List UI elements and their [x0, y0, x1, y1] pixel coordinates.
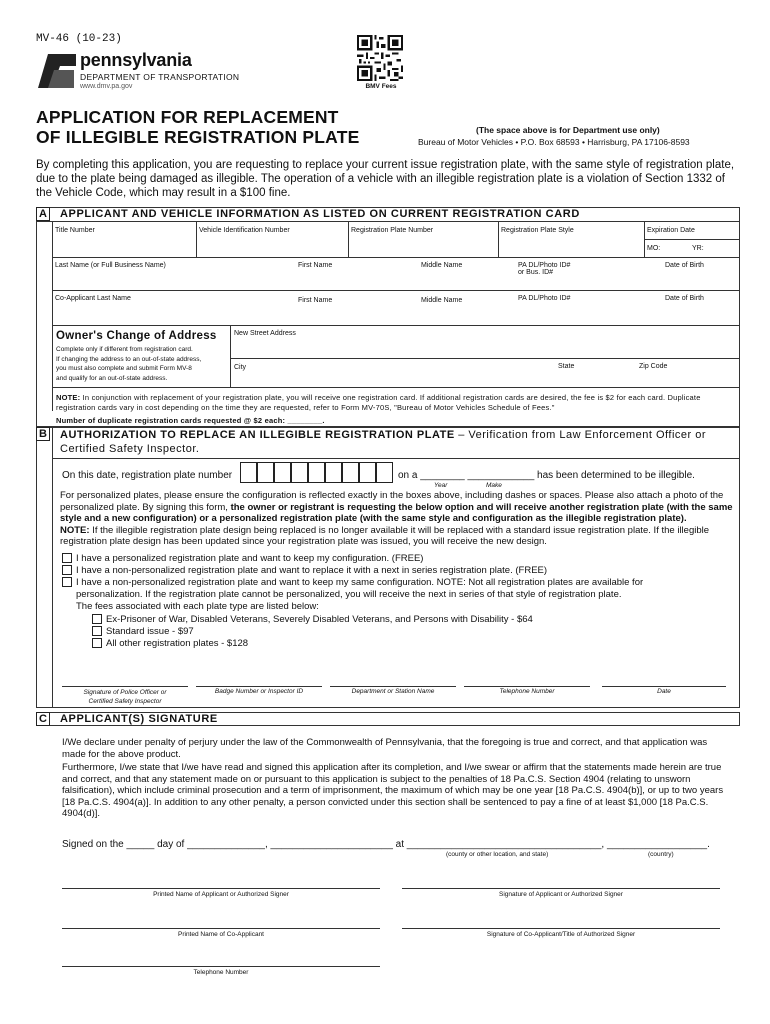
badge-label: Badge Number or Inspector ID [214, 688, 304, 695]
fee-2-checkbox[interactable] [92, 626, 102, 636]
form-number: MV-46 (10-23) [36, 33, 122, 45]
co-first-name-field[interactable]: First Name [298, 297, 333, 304]
qr-label: BMV Fees [365, 83, 397, 90]
section-b-heading: AUTHORIZATION TO REPLACE AN ILLEGIBLE REGISTRATION PLATE – Verification from Law Enforcement Officer or Certified Safety Inspector. [60, 429, 707, 455]
perjury-declaration: I/We declare under penalty of perjury under the law of the Commonwealth of Pennsylvania, that the foregoing is true and correct, and that application was made for the above product. [62, 737, 708, 760]
telephone-label: Telephone Number [499, 688, 555, 695]
zip-field[interactable]: Zip Code [639, 363, 668, 370]
applicant-telephone-line[interactable] [62, 966, 380, 967]
intro-paragraph: By completing this application, you are requesting to replace your current issue registration plate, with the same style of registration plate, due to the plate being damaged as illegible. The operation of a vehicle with an illegible registration plate is a violation of Section 1332 of the Vehicle Code, which may result in a $100 fine. [36, 159, 735, 199]
fee-1-label: Ex-Prisoner of War, Disabled Veterans, Severely Disabled Veterans, and Persons with Disability - $64 [106, 614, 533, 625]
officer-signature-label: Signature of Police Officer or Certified Safety Inspector [83, 689, 167, 705]
fee-1-checkbox[interactable] [92, 614, 102, 624]
co-applicant-last-name-field[interactable]: Co-Applicant Last Name [55, 295, 131, 302]
duplicate-cards-count[interactable]: Number of duplicate registration cards requested @ $2 each: ________. [56, 416, 325, 425]
qr-code-icon[interactable] [357, 35, 403, 81]
signed-on-line[interactable]: Signed on the _____ day of ______________, ______________________ at ___________________________________, __________________. [62, 839, 710, 850]
new-street-field[interactable]: New Street Address [234, 330, 296, 337]
registration-card-note: NOTE: In conjunction with replacement of your registration plate, you will receive one registration card. If additional registration cards are desired, the fee is $2 for each card. Duplicate registration cards vary in cost depending on the time they are requested, refer to Form MV-70S, "Bureau of Motor Vehicles Schedule of Fees." [56, 393, 701, 412]
section-a-heading: APPLICANT AND VEHICLE INFORMATION AS LISTED ON CURRENT REGISTRATION CARD [60, 208, 580, 220]
plate-style-field[interactable]: Registration Plate Style [501, 227, 574, 234]
option-3-label: I have a non-personalized registration plate and want to keep my same configuration. NOTE: Not all registration plates are available for personalization. If the registration plate cannot be personalized, you will receive the next in series of that style of registration plate. [76, 577, 644, 600]
date-line[interactable] [602, 686, 726, 687]
department-address: Bureau of Motor Vehicles • P.O. Box 68593 • Harrisburg, PA 17106-8593 [418, 137, 690, 147]
fees-intro: The fees associated with each plate type are listed below: [76, 601, 319, 612]
fee-3-label: All other registration plates - $128 [106, 638, 249, 649]
year-label: Year [434, 482, 448, 489]
plate-number-field[interactable]: Registration Plate Number [351, 227, 434, 234]
section-c-heading: APPLICANT(S) SIGNATURE [60, 713, 218, 725]
dob-field[interactable]: Date of Birth [665, 262, 704, 269]
option-1-checkbox[interactable] [62, 553, 72, 563]
section-a-letter: A [36, 207, 50, 221]
make-label: Make [486, 482, 502, 489]
pa-keystone-logo-icon [36, 50, 76, 90]
vin-field[interactable]: Vehicle Identification Number [199, 227, 290, 234]
expiration-date-label: Expiration Date [647, 227, 695, 234]
option-2-checkbox[interactable] [62, 565, 72, 575]
option-2-label: I have a non-personalized registration plate and want to replace it with a next in series registration plate. (FREE) [76, 565, 548, 576]
last-name-field[interactable]: Last Name (or Full Business Name) [55, 262, 166, 269]
personalized-plate-paragraph: For personalized plates, please ensure the configuration is reflected exactly in the boxes above, including dashes or spaces. Please also attach a photo of the personalized plate. By signing this form, the owner or registrant is requesting the below option and will receive another registration plate (with the same style and a new configuration) or a personalized registration plate (with the same style and configuration as the illegible registration plate). NOTE: If the illegible registration plate design being replaced is no longer available it will be replaced with a standard issue registration plate. If the illegible registration plate design has been updated since your registration plate was issued, you will receive the new design. [60, 490, 733, 547]
city-field[interactable]: City [234, 364, 247, 371]
owner-change-note: Complete only if different from registration card. If changing the address to an out-of-state address, you must also complete and submit Form MV-8 and qualify for an out-of-state address. [56, 346, 202, 382]
page-title: APPLICATION FOR REPLACEMENT OF ILLEGIBLE REGISTRATION PLATE [36, 107, 360, 147]
applicant-telephone-label: Telephone Number [193, 969, 249, 976]
co-middle-name-field[interactable]: Middle Name [421, 297, 463, 304]
station-label: Department or Station Name [351, 688, 435, 695]
fee-3-checkbox[interactable] [92, 638, 102, 648]
officer-signature-line[interactable] [62, 686, 188, 687]
option-1-label: I have a personalized registration plate and want to keep my configuration. (FREE) [76, 553, 424, 564]
printed-name-applicant-line[interactable] [62, 888, 380, 889]
option-3-checkbox[interactable] [62, 577, 72, 587]
plate-date-statement: On this date, registration plate number [62, 470, 233, 481]
signature-co-applicant-line[interactable] [402, 928, 720, 929]
county-label: (county or other location, and state) [446, 851, 549, 858]
department-use-note: (The space above is for Department use only) [476, 125, 660, 135]
co-dob-field[interactable]: Date of Birth [665, 295, 704, 302]
printed-name-applicant-label: Printed Name of Applicant or Authorized Signer [153, 891, 289, 898]
telephone-line[interactable] [464, 686, 590, 687]
plate-number-boxes[interactable] [240, 462, 393, 483]
signature-co-applicant-label: Signature of Co-Applicant/Title of Authorized Signer [486, 931, 636, 938]
department-name: DEPARTMENT OF TRANSPORTATION [80, 72, 240, 82]
fee-2-label: Standard issue - $97 [106, 626, 194, 637]
signature-applicant-label: Signature of Applicant or Authorized Signer [499, 891, 623, 898]
vehicle-year-make-statement[interactable]: on a ________ ____________ has been determined to be illegible. [398, 470, 695, 481]
badge-line[interactable] [196, 686, 322, 687]
co-dl-id-field[interactable]: PA DL/Photo ID# [518, 295, 571, 302]
section-c-letter: C [36, 712, 50, 726]
printed-name-co-applicant-label: Printed Name of Co-Applicant [178, 931, 264, 938]
country-label: (country) [648, 851, 674, 858]
section-b-letter: B [36, 427, 50, 441]
title-number-field[interactable]: Title Number [55, 227, 95, 234]
website[interactable]: www.dmv.pa.gov [80, 83, 133, 90]
exp-month-field[interactable]: MO: [647, 245, 661, 252]
printed-name-co-applicant-line[interactable] [62, 928, 380, 929]
station-line[interactable] [330, 686, 456, 687]
middle-name-field[interactable]: Middle Name [421, 262, 463, 269]
dl-id-field[interactable]: PA DL/Photo ID# or Bus. ID# [518, 262, 571, 276]
owner-change-heading: Owner's Change of Address [56, 330, 217, 342]
state-field[interactable]: State [558, 363, 575, 370]
first-name-field[interactable]: First Name [298, 262, 333, 269]
falsification-statement: Furthermore, I/we state that I/we have read and signed this application after its completion, and I/we swear or affirm that the statements made herein are true and correct, and that any statement made on or pursuant to this application is subject to the penalties of 18 Pa.C.S. Section 4904 (relating to unsworn falsification), which include criminal prosecution and a term of imprisonment, the maximum of which may be one year [18 Pa.C.S. 4904(b)], or up to two years [18 Pa.C.S. 4904(a)]. In addition to any other penalty, a person convicted under this section shall be sentenced to pay a fine of at least $1,000 [18 Pa.C.S. 4904(d)]. [62, 762, 724, 819]
brand-name: pennsylvania [80, 50, 192, 70]
signature-applicant-line[interactable] [402, 888, 720, 889]
exp-year-field[interactable]: YR: [692, 245, 704, 252]
date-label: Date [657, 688, 671, 695]
